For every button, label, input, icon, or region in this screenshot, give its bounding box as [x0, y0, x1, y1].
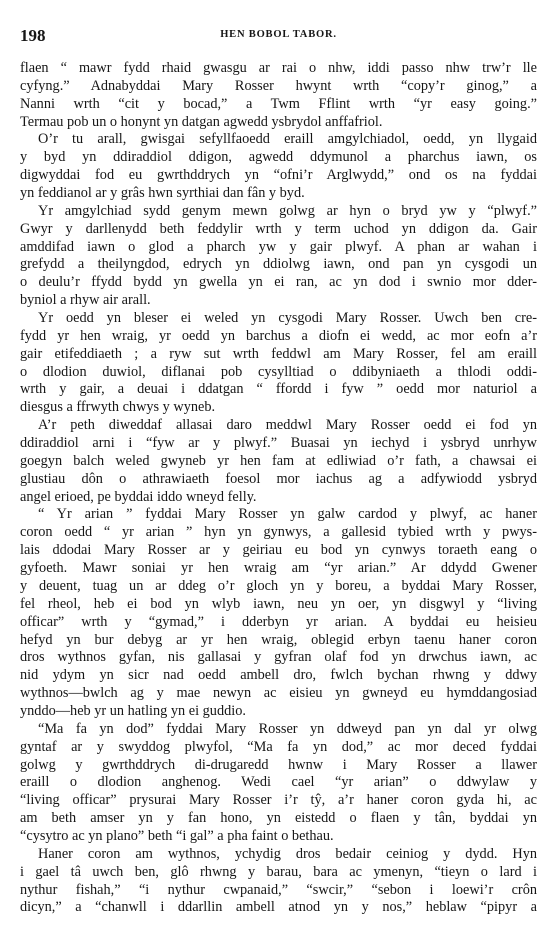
text-line: nythur fishah,” “i nythur cwpanaid,” “swcir,” “sebon i loewi’r crôn: [20, 881, 537, 898]
text-line: fydd yr hen wraig, yr oedd yn barchus a diofn ei wedd, ac mor eofn a’r: [20, 327, 537, 344]
text-line: “living officar” prysurai Mary Rosser i’r tŷ, a’r haner coron gyda hi, ac: [20, 792, 537, 809]
text-line: golwg y gwrthddrych di-drugaredd hwnw i Mary Rosser a llawer: [20, 756, 537, 773]
text-line: eraill o dlodion anghenog. Wedi cael “yr arian” o ddwylaw y: [20, 774, 537, 791]
text-line: Yr amgylchiad sydd genym mewn golwg ar hyn o bryd yw y “plwyf.”: [38, 202, 537, 219]
text-line: Termau pob un o honynt yn datgan agwedd ysbrydol anffafriol.: [20, 113, 383, 130]
text-line: dicyn,” a “chanwll i ddarllin ambell atnod yn y nos,” heblaw “pipyr a: [20, 899, 537, 916]
text-line: “cysytro ac yn plano” beth “i gal” a pha faint o bethau.: [20, 827, 334, 844]
text-line: nid ydym yn sicr nad oedd ambell dro, fwlch bychan rhwng y ddwy: [20, 667, 537, 684]
text-line: “Ma fa yn dod” fyddai Mary Rosser yn ddweyd pan yn dal yr olwg: [38, 720, 537, 737]
text-line: gair etifeddiaeth ; a ryw sut wrth feddwl am Mary Rosser, fel am eraill: [20, 345, 537, 362]
text-line: wrth y gair, a deuai i ddatgan “ ffordd i fyw ” oedd mor naturiol a: [20, 381, 537, 398]
text-line: gyntaf ar y swyddog plwyfol, “Ma fa yn dod,” ac mor deced fyddai: [20, 738, 537, 755]
text-line: yn feddianol ar y grâs hwn syrthiai dan fân y byd.: [20, 185, 305, 202]
text-line: “ Yr arian ” fyddai Mary Rosser yn galw cardod y plwyf, ac haner: [38, 506, 537, 523]
text-line: Yr oedd yn bleser ei weled yn cysgodi Mary Rosser. Uwch ben cre-: [38, 310, 537, 327]
page-number: 198: [20, 26, 46, 45]
text-line: wythnos—bwlch ag y mae newyn ac eisieu yn gwneyd eu hymddangosiad: [20, 685, 537, 702]
text-line: ddiraddiol arni i “fyw ar y plwyf.” Buasai yn iechyd i ysbryd unrhyw: [20, 435, 537, 452]
text-line: lais ddodai Mary Rosser ar y geiriau eu bod yn cynwys toraeth eang o: [20, 542, 537, 559]
text-line: dros wythnos gyfan, nis gallasai y gyfran olaf fod yn drwchus iawn, ac: [20, 649, 537, 666]
text-line: gyfoeth. Mawr soniai yr hen wraig am “yr arian.” Ar ddydd Gwener: [20, 560, 537, 577]
text-line: Haner coron am wythnos, ychydig dros bedair ceiniog y dydd. Hyn: [38, 845, 537, 862]
text-line: hefyd yn bur debyg ar yr hen wraig, oblegid erbyn taenu haner coron: [20, 631, 537, 648]
text-line: y deuent, tuag un ar ddeg o’r gloch yn y boreu, a byddai Mary Rosser,: [20, 577, 537, 594]
text-line: goegyn balch weled gwyneb yr hen fam at edliwiad o’r fath, a chawsai ei: [20, 452, 537, 469]
text-line: byniol a rhyw air arall.: [20, 292, 151, 309]
text-line: fel rheol, heb ei bod yn wlyb iawn, neu yn oer, yn disgwyl y “living: [20, 595, 537, 612]
text-line: i gael tâ uwch ben, glô rhwng y barau, bara ac ymenyn, “tieyn o lard i: [20, 863, 537, 880]
body-text: [20, 60, 537, 917]
text-line: officar” wrth y “gymad,” i dderbyn yr arian. A byddai eu heisieu: [20, 613, 537, 630]
text-line: Gwyr y darllenydd beth feddylir wrth y term uchod yn ddigon da. Gair: [20, 220, 537, 237]
text-line: angel erioed, pe byddai iddo wneyd felly.: [20, 488, 257, 505]
text-line: glustiau dôn o athrawiaeth foesol mor iachus ag a adfywiodd ysbryd: [20, 470, 537, 487]
text-line: diesgus a ffrwyth chwys y wyneb.: [20, 399, 216, 416]
text-line: O’r tu arall, gwisgai sefyllfaoedd eraill amgylchiadol, oedd, yn llygaid: [38, 131, 537, 148]
text-line: am beth amser yn y fan hono, yn eistedd o flaen y tân, byddai yn: [20, 810, 537, 827]
text-line: o deulu’r ffydd bydd yn gwella yn ei ran, ac yn dod i swnio mor dder-: [20, 274, 537, 291]
text-line: o dlodion duwiol, diflanai pob cysylltiad o ddibyniaeth a thlodi oddi-: [20, 363, 537, 380]
text-line: grefydd a theilyngdod, edrych yn ddiolwg iawn, ond pan yn cysgodi un: [20, 256, 537, 273]
text-line: cyfyng.” Adnabyddai Mary Rosser hwynt wrth “copy’r ginog,” a: [20, 77, 537, 94]
text-line: A’r peth diweddaf allasai daro meddwl Mary Rosser oedd ei fod yn: [38, 417, 537, 434]
text-line: ynddo—heb yr un hatling yn ei guddio.: [20, 702, 246, 719]
page-header: [20, 26, 537, 48]
running-title: HEN BOBOL TABOR.: [220, 29, 337, 40]
text-line: flaen “ mawr fydd rhaid gwasgu ar rai o nhw, iddi passo nhw trw’r lle: [20, 60, 537, 76]
text-line: Nanni wrth “cit y bocad,” a Twm Fflint wrth “yr easy going.”: [20, 95, 537, 112]
text-line: coron oedd “ yr arian ” hyn yn gynwys, a gallesid tybied wrth y pwys-: [20, 524, 537, 541]
text-line: digwyddai fod eu gwrthddrych yn “ofni’r Arglwydd,” ond os na fyddai: [20, 167, 537, 184]
text-line: amddifad iawn o glod a pharch yw y gair plwyf. A phan ar wahan i: [20, 238, 537, 255]
text-line: y byd yn ddiraddiol ddigon, agwedd ddymunol a pharchus iawn, os: [20, 149, 537, 166]
